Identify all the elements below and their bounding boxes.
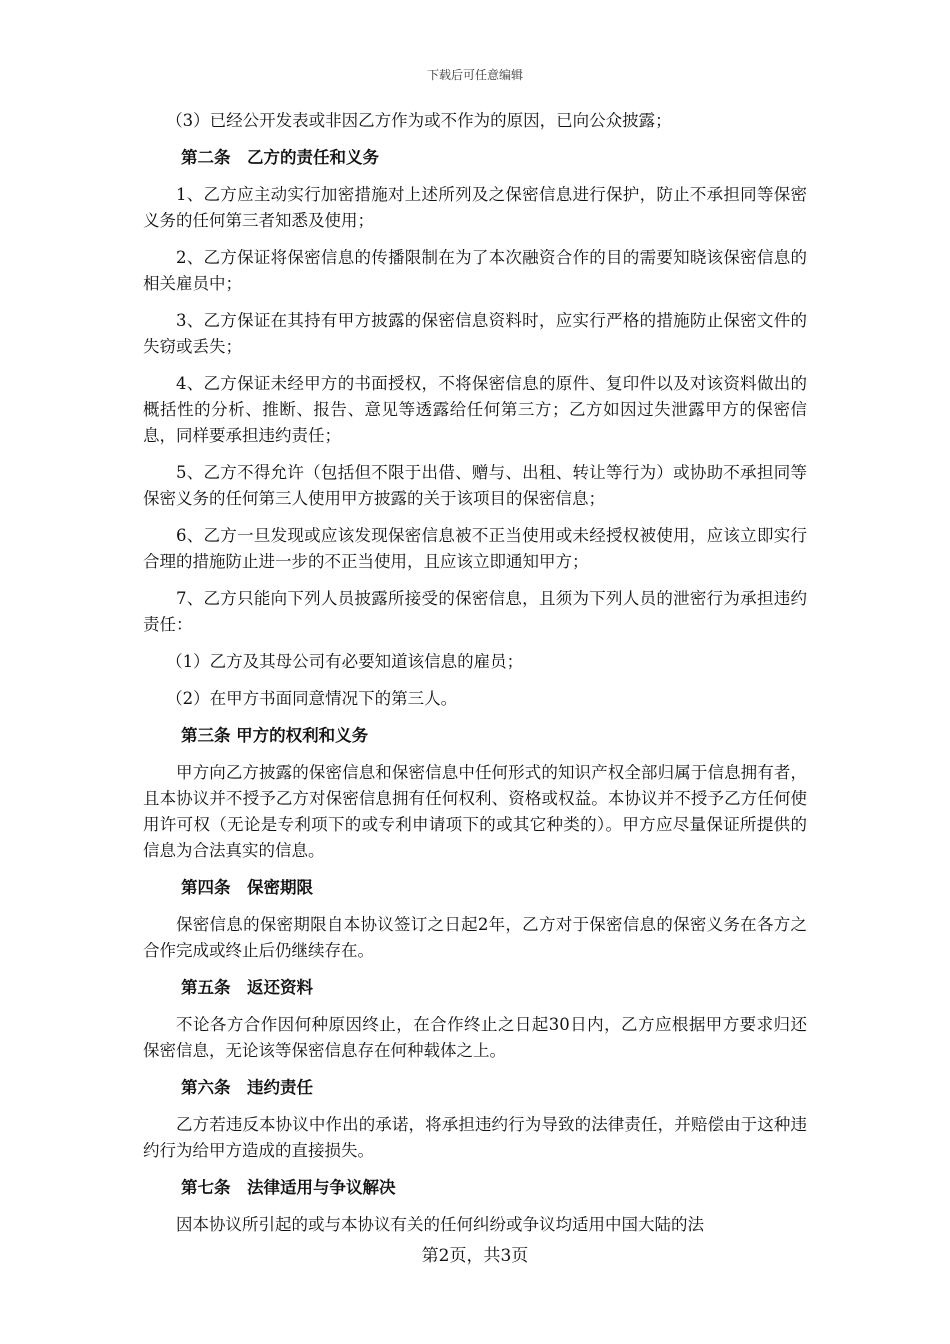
paragraph: 不论各方合作因何种原因终止，在合作终止之日起30日内，乙方应根据甲方要求归还保密信息，无论该等保密信息存在何种载体之上。	[143, 1015, 807, 1060]
list-item-1: （1）乙方及其母公司有必要知道该信息的雇员；	[166, 652, 524, 671]
section-heading-6: 第六条 违约责任	[180, 1078, 313, 1097]
paragraph: 4、乙方保证未经甲方的书面授权，不将保密信息的原件、复印件以及对该资料做出的概括性的分析、推断、报告、意见等透露给任何第三方；乙方如因过失泄露甲方的保密信息，同样要承担违约责任；	[143, 374, 807, 445]
list-item-2: （2）在甲方书面同意情况下的第三人。	[166, 689, 458, 708]
page-header: 下载后可任意编辑	[426, 68, 523, 82]
section-heading-5: 第五条 返还资料	[180, 978, 313, 997]
paragraph: 乙方若违反本协议中作出的承诺，将承担违约行为导致的法律责任，并赔偿由于这种违约行为给甲方造成的直接损失。	[143, 1115, 807, 1160]
paragraph: 保密信息的保密期限自本协议签订之日起2年，乙方对于保密信息的保密义务在各方之合作完成或终止后仍继续存在。	[143, 915, 807, 960]
paragraph: 7、乙方只能向下列人员披露所接受的保密信息，且须为下列人员的泄密行为承担违约责任：	[143, 589, 807, 634]
paragraph: 3、乙方保证在其持有甲方披露的保密信息资料时，应实行严格的措施防止保密文件的失窃或丢失；	[143, 311, 807, 356]
section-heading-7: 第七条 法律适用与争议解决	[180, 1178, 396, 1197]
list-item-3: （3）已经公开发表或非因乙方作为或不作为的原因，已向公众披露；	[166, 111, 672, 130]
paragraph: 2、乙方保证将保密信息的传播限制在为了本次融资合作的目的需要知晓该保密信息的相关雇员中；	[143, 248, 807, 293]
page-number: 第2页，共3页	[421, 1246, 529, 1266]
paragraph: 1、乙方应主动实行加密措施对上述所列及之保密信息进行保护，防止不承担同等保密义务的任何第三者知悉及使用；	[143, 185, 807, 230]
section-heading-4: 第四条 保密期限	[180, 878, 313, 897]
document-body	[143, 108, 807, 1249]
paragraph: 甲方向乙方披露的保密信息和保密信息中任何形式的知识产权全部归属于信息拥有者，且本协议并不授予乙方对保密信息拥有任何权利、资格或权益。本协议并不授予乙方任何使用许可权（无论是专利项下的或专利申请项下的或其它种类的）。甲方应尽量保证所提供的信息为合法真实的信息。	[143, 763, 807, 860]
paragraph: 5、乙方不得允许（包括但不限于出借、赠与、出租、转让等行为）或协助不承担同等保密义务的任何第三人使用甲方披露的关于该项目的保密信息；	[143, 463, 807, 508]
paragraph: 6、乙方一旦发现或应该发现保密信息被不正当使用或未经授权被使用，应该立即实行合理的措施防止进一步的不正当使用，且应该立即通知甲方；	[143, 526, 807, 571]
section-heading-2: 第二条 乙方的责任和义务	[180, 148, 379, 167]
section-heading-3: 第三条 甲方的权利和义务	[180, 726, 369, 745]
paragraph: 因本协议所引起的或与本协议有关的任何纠纷或争议均适用中国大陆的法	[176, 1215, 704, 1234]
